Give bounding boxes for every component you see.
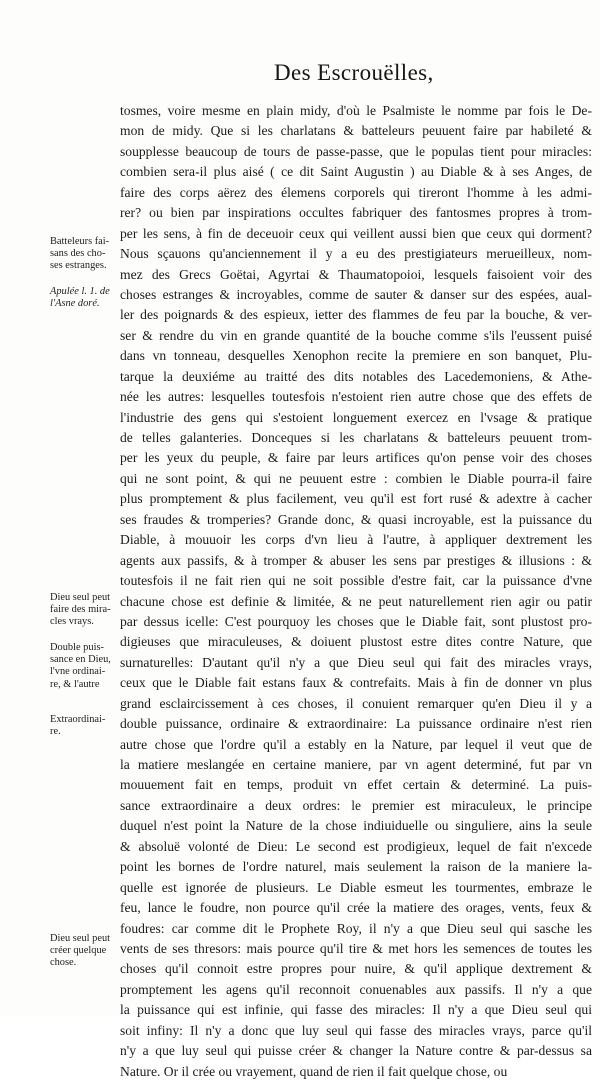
body-line: duquel n'est point la Nature de la chose indiuiduelle ou singuliere, ains la seule: [120, 818, 592, 834]
body-line: per les sens, à fin de deceuoir ceux qui veillent aussi bien que ceux qui dorment?: [120, 225, 592, 241]
body-line: choses estranges & incroyables, comme de sauter & danser sur des espées, aual-: [120, 286, 592, 302]
body-line: tarque la deuxiéme au traitté des dits notables des Lacedemoniens, & Athe-: [120, 368, 592, 384]
body-line: ser & rendre du vin en grande quantité de la bouche comme s'ils l'eussent puisé: [120, 327, 592, 343]
body-line: la matiere meslangée en certaine maniere, par vn agent determiné, fut par vn: [120, 757, 592, 772]
margin-note: [50, 286, 120, 310]
body-line: mouuement fait en temps, produit vn effet certain & determiné. La puis-: [120, 777, 592, 793]
margin-note-line: sans des cho-: [50, 248, 106, 260]
body-line: digieuses que miraculeuses, & doiuent plustost estre dites contre Nature, que: [120, 634, 592, 650]
body-line: soupplesse beaucoup de tours de passe-passe, que le populas tient pour miracles:: [120, 143, 592, 159]
body-line: vents de ses thresors: mais pource qu'il tire & met hors les semences de toutes les: [120, 940, 592, 956]
body-line: dans vn tonneau, desquelles Xenophon recite la premiere en son banquet, Plu-: [120, 348, 592, 364]
margin-note: [50, 642, 120, 691]
body-line: grand esclaircissement à ces choses, il conuient remarquer qu'en Dieu il y a: [120, 695, 592, 711]
body-line: la puissance qui est infinie, qui fasse des miracles: Il n'y a que Dieu seul qui: [120, 1002, 592, 1018]
body-line: mon de midy. Que si les charlatans & batteleurs peuuent faire par habileté &: [120, 123, 592, 139]
body-line: point les bornes de l'ordre naturel, mais seulement la raison de la maniere la-: [120, 859, 592, 875]
body-line: soit infiny: Il n'y a donc que luy seul qui fasse des miracles vrays, parce qu'il: [120, 1022, 592, 1038]
margin-note-line: re, & l'autre: [50, 678, 100, 690]
body-line: Diable, à mouuoir les corps d'vn lieu à l'autre, à appliquer dextrement les: [120, 532, 592, 548]
margin-note: [50, 236, 120, 273]
margin-note-line: Extraordinai-: [50, 714, 106, 725]
body-line: l'industrie des gens qui s'estoient longuement exercez en l'vsage & pratique: [120, 409, 592, 425]
body-line: agents aux passifs, & à tromper & abuser les sens par prestiges & illusions : &: [120, 552, 592, 568]
body-line: tosmes, voire mesme en plain midy, d'où le Psalmiste le nomme par fois le De-: [120, 103, 592, 118]
margin-note-line: créer quelque: [50, 945, 107, 957]
body-line: promptement les agens qu'il reconnoit conuenables aux passifs. Il n'y a que: [120, 981, 592, 997]
body-line: choses qu'il connoit estre propres pour nuire, & qu'il applique dextrement &: [120, 961, 592, 977]
body-line: surnaturelles: D'autant qu'il n'y a que Dieu seul qui fait des miracles vrays,: [120, 654, 592, 670]
body-line: qui ne sont point, & qui ne peuuent estre : combien le Diable pourra-il faire: [120, 470, 592, 486]
margin-note: [50, 592, 120, 629]
body-line: ceux que le Diable fait estans faux & contrefaits. Mais à fin de donner vn plus: [120, 675, 592, 691]
margin-note-line: l'vne ordinai-: [50, 666, 106, 678]
margin-note-line: re.: [50, 726, 61, 738]
margin-note-line: faire des mira-: [50, 604, 111, 616]
margin-note-line: l'Asne doré.: [50, 298, 100, 310]
body-line: rer? ou bien par inspirations occultes fabriquer des fantosmes propres à trom-: [120, 205, 592, 221]
margin-note-line: cles vrays.: [50, 616, 94, 628]
margin-note-line: sance en Dieu,: [50, 654, 111, 666]
body-line: foudres: car comme dit le Prophete Roy, il n'y a que Dieu seul qui sasche les: [120, 920, 592, 936]
body-line: ler des poignards & des espieux, ietter des flammes de feu par la bouche, & ver-: [120, 307, 592, 323]
body-line: Nature. Or il crée ou vrayement, quand de rien il fait quelque chose, ou: [120, 1063, 508, 1079]
margin-note-line: Batteleurs fai-: [50, 236, 110, 247]
body-line: per les yeux du peuple, & faire par leurs artifices qu'on pense voir des choses: [120, 450, 592, 466]
body-line: ses fraudes & tromperies? Grande donc, & quasi incroyable, est la puissance du: [120, 511, 592, 527]
body-line: Nous sçauons qu'anciennement il y a eu des prestigiateurs merueilleux, nom-: [120, 246, 592, 262]
body-line: sance extraordinaire a deux ordres: le premier est miraculeux, le principe: [120, 797, 592, 813]
margin-note-line: Dieu seul peut: [50, 933, 111, 944]
body-line: combien sera-il plus aisé ( ce dit Saint Augustin ) au Diable & à ses Anges, de: [120, 164, 592, 180]
body-line: par dessus icelle: C'est pourquoy les choses que le Diable fait, sont plustost pro-: [120, 613, 592, 629]
body-line: autre chose que l'ordre qu'il a estably en la Nature, par lequel il veut que de: [120, 736, 592, 752]
body-line: quelle est ignorée de plusieurs. Le Diable esmeut les tourmentes, embraze le: [120, 879, 592, 895]
margin-note-line: ses estranges.: [50, 260, 107, 272]
margin-note: [50, 933, 120, 970]
body-line: de telles galanteries. Donceques si les charlatans & batteleurs peuuent trom-: [120, 430, 592, 445]
running-head: Des Escrouëlles,: [274, 60, 434, 85]
body-line: n'y a que luy seul qui puisse créer & changer la Nature contre & par-dessus sa: [120, 1043, 592, 1059]
body-line: faire des corps aërez des élemens corporels qui tireront l'homme à les admi-: [120, 184, 592, 200]
body-line: chacune chose est definie & limitée, & ne peut naturellement rien agir ou patir: [120, 593, 592, 609]
body-line: & absoluë volonté de Dieu: Le second est prodigieux, lequel de fait n'excede: [120, 838, 592, 854]
body-line: toutesfois il ne fait rien qui ne soit possible d'estre fait, car la puissance d'vne: [120, 573, 592, 589]
margin-note-line: chose.: [50, 957, 77, 969]
margin-note: [50, 714, 120, 738]
margin-note-line: Apulée l. 1. de: [50, 286, 110, 297]
margin-note-line: Double puis-: [50, 642, 104, 653]
body-line: plus promptement & plus facilement, veu qu'il est fort rusé & adextre à cacher: [120, 491, 592, 507]
body-line: mez des Grecs Goëtai, Agyrtai & Thaumatopoioi, lesquels faisoient voir des: [120, 266, 592, 282]
body-line: feu, lance le foudre, non pource qu'il crée la matiere des orages, vents, feux &: [120, 900, 592, 916]
body-line: double puissance, ordinaire & extraordinaire: La puissance ordinaire n'est rien: [120, 716, 592, 732]
body-text: [120, 101, 592, 1082]
margin-note-line: Dieu seul peut: [50, 592, 111, 603]
body-line: née les autres: lesquelles toutesfois n'estoient rien autre chose que des effets de: [120, 389, 592, 405]
